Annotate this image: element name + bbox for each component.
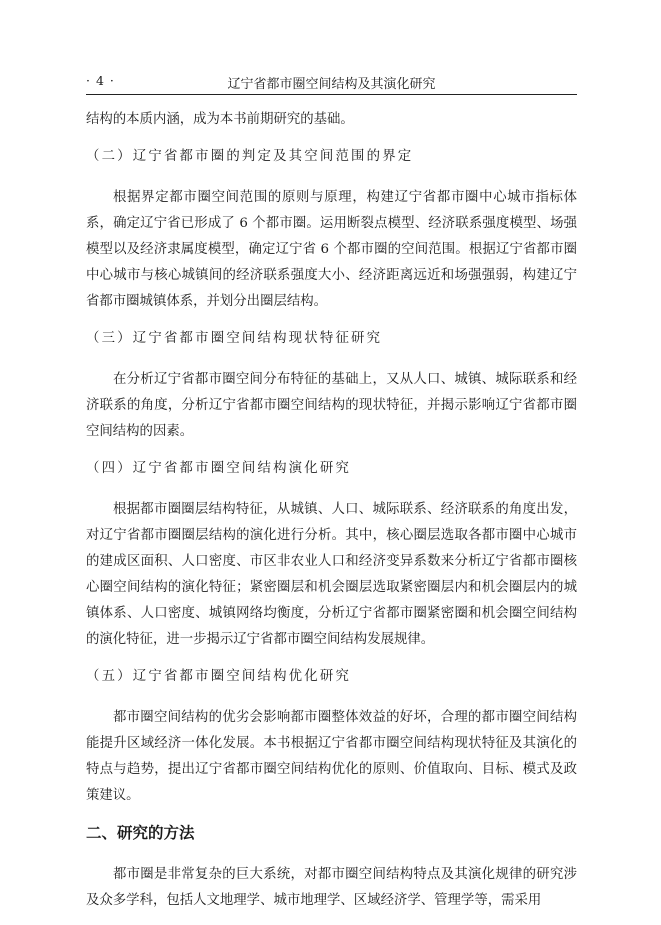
subheading-current-features: （三）辽宁省都市圈空间结构现状特征研究: [86, 331, 383, 346]
section-heading-methods: 二、研究的方法: [86, 824, 195, 842]
paragraph-continuation: 结构的本质内涵，成为本书前期研究的基础。: [86, 112, 354, 127]
page-number: · 4 ·: [86, 73, 115, 88]
subheading-evolution: （四）辽宁省都市圈空间结构演化研究: [86, 461, 352, 476]
subheading-optimization: （五）辽宁省都市圈空间结构优化研究: [86, 669, 352, 684]
paragraph-current-features: 在分析辽宁省都市圈空间分布特征的基础上，又从人口、城镇、城际联系和经济联系的角度，分析辽宁省都市圈空间结构的现状特征，并揭示影响辽宁省都市圈空间结构的因素。: [86, 372, 577, 439]
running-title: 辽宁省都市圈空间结构及其演化研究: [227, 77, 436, 92]
subheading-determination: （二）辽宁省都市圈的判定及其空间范围的界定: [86, 149, 414, 164]
page-content: [86, 107, 577, 914]
page-header: [86, 72, 577, 95]
paragraph-optimization: 都市圈空间结构的优劣会影响都市圈整体效益的好坏，合理的都市圈空间结构能提升区域经济一体化发展。本书根据辽宁省都市圈空间结构现状特征及其演化的特点与趋势，提出辽宁省都市圈空间结构优化的原则、价值取向、目标、模式及政策建议。: [86, 710, 577, 803]
paragraph-determination: 根据界定都市圈空间范围的原则与原理，构建辽宁省都市圈中心城市指标体系，确定辽宁省已形成了 6 个都市圈。运用断裂点模型、经济联系强度模型、场强模型以及经济隶属度模型，确定辽宁省 6 个都市圈的空间范围。根据辽宁省都市圈中心城市与核心城镇间的经济联系强度大小、经济距离远近和场强强弱，构建辽宁省都市圈城镇体系，并划分出圈层结构。: [86, 190, 577, 309]
paragraph-methods: 都市圈是非常复杂的巨大系统，对都市圈空间结构特点及其演化规律的研究涉及众多学科，包括人文地理学、城市地理学、区域经济学、管理学等，需采用: [86, 867, 577, 908]
paragraph-evolution: 根据都市圈圈层结构特征，从城镇、人口、城际联系、经济联系的角度出发，对辽宁省都市圈圈层结构的演化进行分析。其中，核心圈层选取各都市圈中心城市的建成区面积、人口密度、市区非农业人口和经济变异系数来分析辽宁省都市圈核心圈空间结构的演化特征；紧密圈层和机会圈层选取紧密圈层内和机会圈层内的城镇体系、人口密度、城镇网络均衡度，分析辽宁省都市圈紧密圈和机会圈空间结构的演化特征，进一步揭示辽宁省都市圈空间结构发展规律。: [86, 502, 577, 647]
